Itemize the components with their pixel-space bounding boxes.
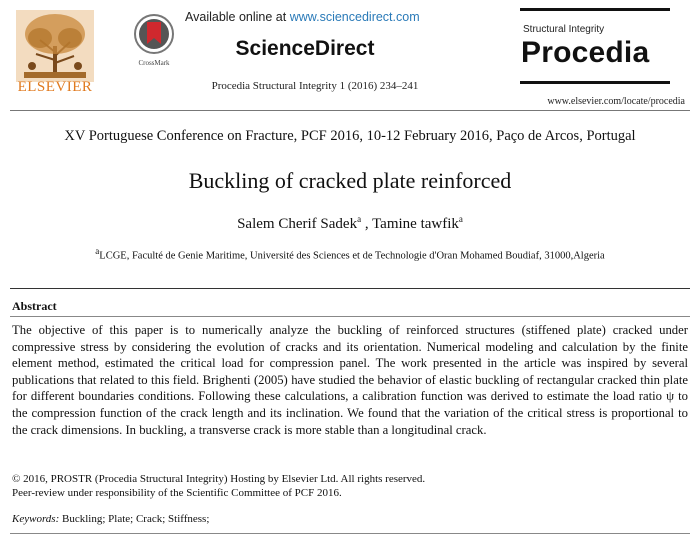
journal-subtitle: Structural Integrity — [523, 24, 605, 35]
author-name: Salem Cherif Sadek — [237, 216, 358, 232]
affiliation-line — [0, 246, 700, 262]
affiliation-text: LCGE, Faculté de Genie Maritime, Université des Sciences et de Technologie d'Oran Mohamed Boudiaf, 31000,Algeria — [99, 250, 605, 262]
affiliation-mark: a — [95, 246, 100, 256]
keywords-divider — [10, 533, 690, 534]
copyright-block — [12, 472, 688, 500]
availability-line — [185, 10, 485, 24]
availability-prefix: Available online at — [185, 10, 290, 24]
abstract-heading: Abstract — [12, 299, 57, 313]
keywords-line — [12, 513, 688, 525]
keywords-text: Buckling; Plate; Crack; Stiffness; — [59, 513, 210, 525]
journal-url-link[interactable]: www.elsevier.com/locate/procedia — [547, 96, 685, 107]
journal-name: Procedia — [521, 36, 650, 69]
abstract-heading-divider — [10, 316, 690, 317]
peer-review-line: Peer-review under responsibility of the Scientific Committee of PCF 2016. — [12, 487, 342, 499]
crossmark-label: CrossMark — [138, 59, 170, 67]
keywords-label: Keywords: — [12, 513, 60, 525]
affiliation-mark: a — [458, 214, 463, 224]
paper-title: Buckling of cracked plate reinforced — [188, 168, 512, 193]
crossmark-icon[interactable] — [133, 14, 175, 58]
abstract-top-divider — [10, 288, 690, 289]
abstract-body: The objective of this paper is to numerically analyze the buckling of reinforced structures (stiffened plate) cracked under compressive stress by considering the evolution of cracks and its orientation. Numerical modeling and calculation by the finite element method, estimated the critical load for compression panel. The work presented in the article was inspired by several publications that related to this field. Brighenti (2005) have studied the behavior of elastic buckling of rectangular cracked thin plate for different boundaries conditions. Following these calculations, a calibration function was derived to estimate the load ratio ψ to the compression function of the crack length and its inclination. We found that the variation of the critical stress is proportional to the crack dimensions. In buckling, a transverse crack is more stable than a longitudinal crack. — [12, 323, 688, 437]
conference-line: XV Portuguese Conference on Fracture, PCF 2016, 10-12 February 2016, Paço de Arcos, Portugal — [64, 128, 636, 144]
platform-name: ScienceDirect — [235, 37, 375, 60]
affiliation-mark: a — [357, 214, 362, 224]
author-separator: , — [361, 216, 373, 232]
author-name: Tamine tawfik — [372, 216, 459, 232]
author-list — [0, 214, 700, 233]
header-divider — [10, 110, 690, 111]
copyright-line: © 2016, PROSTR (Procedia Structural Integrity) Hosting by Elsevier Ltd. All rights reserved. — [12, 473, 426, 485]
sciencedirect-link[interactable]: www.sciencedirect.com — [289, 10, 420, 24]
publisher-wordmark: ELSEVIER — [17, 79, 93, 95]
journal-reference: Procedia Structural Integrity 1 (2016) 234–241 — [211, 80, 419, 92]
